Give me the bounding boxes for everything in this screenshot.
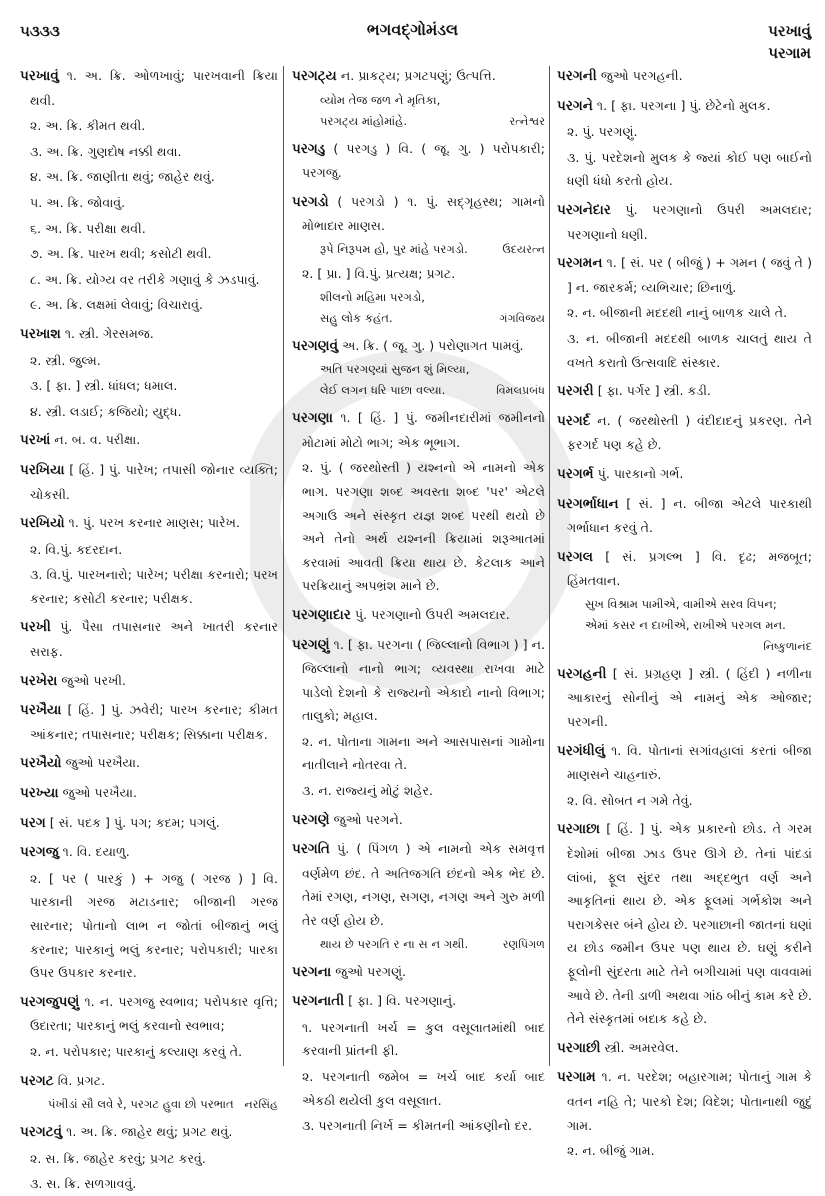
definition: [ સં. ] ન. બીજા એટલે પારકાથી ગર્ભાધાન કરવું તે. bbox=[567, 495, 812, 536]
sense-definition: ૯. અ. ક્રિ. લક્ષમાં લેવાવું; વિચારાવું. bbox=[30, 297, 203, 313]
headword: પરગહની bbox=[557, 665, 607, 682]
definition: ન. બ. વ. પરીક્ષા. bbox=[54, 432, 141, 448]
quote-line: અતિ પરગણ્યાં સુજન શું મિલ્યા, bbox=[320, 362, 470, 377]
dictionary-entry bbox=[292, 406, 545, 454]
sense-definition: ૬. અ. ક્રિ. પરીક્ષા થવી. bbox=[30, 220, 146, 236]
headword: પરગજુપણું bbox=[20, 993, 80, 1010]
definition: ન. પ્રાકટ્ય; પ્રગટપણું; ઉત્પત્તિ. bbox=[340, 68, 496, 83]
quote-author: રત્નેશ્વર bbox=[509, 114, 545, 128]
dictionary-entry bbox=[557, 379, 812, 404]
sense-definition: ૩. ન. બીજાની મદદથી બાળક ચાલતું થાય તે વખતે કરાતો ઉત્સવાદિ સંસ્કાર. bbox=[567, 330, 812, 370]
definition: ૧. [ હિં. ] પું. જમીનદારીમાં જમીનનો મોટામાં મોટો ભાગ; એક ભૂભાગ. bbox=[302, 410, 545, 450]
dictionary-entry bbox=[20, 698, 278, 746]
headword: પરખાવું bbox=[20, 68, 59, 84]
sense-definition: ૭. અ. ક્રિ. પારખ થવી; કસોટી થવી. bbox=[30, 246, 212, 262]
definition: ૧. અ. ક્રિ. જાહેર થવું; પ્રગટ થવું. bbox=[66, 1124, 233, 1140]
definition: [ સં. પ્રગ્રહણ ] સ્ત્રી. ( હિંદી ) નળીના આકારનું સોનીનું એ નામનું એક ઓજાર; પરગની. bbox=[567, 665, 812, 730]
definition: ૧. વિ. પોતાનાં સગાંવહાલાં કરતાં બીજા માણસને ચાહનારું. bbox=[567, 742, 812, 783]
dictionary-entry bbox=[557, 662, 812, 734]
sense-definition: ૩. વિ.પું. પારખનારો; પારેખ; પરીક્ષા કરનારો; પરખ કરનાર; કસોટી કરનાર; પરીક્ષક. bbox=[30, 567, 278, 606]
dictionary-entry bbox=[557, 1065, 812, 1137]
headword: પરગતિ bbox=[292, 841, 330, 858]
dictionary-entry bbox=[20, 1069, 278, 1094]
definition: જુઓ પરખી. bbox=[61, 672, 126, 688]
definition: ૧. અ. ક્રિ. ઓળખાવું; પારખવાની ક્રિયા થવી. bbox=[30, 68, 278, 108]
page-header bbox=[0, 12, 825, 62]
sense-definition: ૨. સ. ક્રિ. જાહેર કરવું; પ્રગટ કરવું. bbox=[30, 1150, 206, 1166]
citation-quote bbox=[292, 90, 545, 132]
headword: પરગજુ bbox=[20, 844, 59, 861]
headword: પરખ્યા bbox=[20, 785, 59, 802]
headword: પરગણું bbox=[292, 636, 330, 653]
guide-words bbox=[768, 20, 811, 64]
definition: જુઓ પરખૈયા. bbox=[62, 785, 137, 801]
headword: પરખિયો bbox=[20, 515, 65, 532]
definition: ૧. પું. પરખ કરનાર માણસ; પારેખ. bbox=[68, 515, 240, 531]
definition: [ હિં. ] પું. પારેખ; તપાસી જોનાર વ્યક્તિ; ચોકસી. bbox=[30, 461, 278, 502]
column-3 bbox=[557, 64, 812, 1163]
sense-definition: ૩. અ. ક્રિ. ગુણદોષ નક્કી થવા. bbox=[30, 143, 182, 159]
definition: [ ફા. પર્ગર ] સ્ત્રી. કડી. bbox=[597, 383, 711, 399]
quote-author: વિમલપ્રબંધ bbox=[496, 384, 545, 398]
dictionary-entry bbox=[20, 811, 278, 836]
dictionary-entry bbox=[292, 989, 545, 1014]
definition: ( પરગડુ ) વિ. ( જૂ. ગુ. ) પરોપકારી; પરગજુ. bbox=[302, 140, 545, 181]
quote-line: સહુ લોક કહંત. bbox=[320, 310, 393, 325]
definition: વિ. પ્રગટ. bbox=[57, 1072, 106, 1088]
definition: [ સં. પદક ] પું. પગ; કદમ; પગલું. bbox=[49, 814, 220, 830]
headword: પરગડુ bbox=[292, 140, 326, 157]
sense-definition: ૩. પું. પરદેશનો મુલક કે જ્યાં કોઈ પણ બાઈનો ધણી ધંધો કરતો હોય. bbox=[567, 149, 812, 189]
definition: [ સં. પ્રગલ્ભ ] વિ. દૃઢ; મજબૂત; હિંમતવાન. bbox=[567, 548, 812, 589]
headword: પરગામ bbox=[557, 1069, 596, 1086]
headword: પરગટ્ય bbox=[292, 68, 337, 84]
definition: ૧. [ સં. પર ( બીજું ) + ગમન ( જવું તે ) ] ન. જારકર્મ; વ્યભિચાર; છિનાળું. bbox=[567, 255, 812, 295]
headword: પરગને bbox=[557, 97, 593, 114]
dictionary-entry bbox=[20, 781, 278, 806]
headword: પરગ bbox=[20, 814, 46, 831]
definition: ન. ( જરથોસ્તી ) વંદીદાદનું પ્રકરણ. તેને ફરગર્દ પણ કહે છે. bbox=[567, 412, 812, 453]
sense-definition: ૫. અ. ક્રિ. જોવાવું. bbox=[30, 194, 126, 210]
quote-author: રણપિંગળ bbox=[502, 937, 545, 951]
headword: પરગનેદાર bbox=[557, 201, 611, 218]
definition: જુઓ પરગને. bbox=[333, 811, 403, 827]
sense-definition: ૮. અ. ક્રિ. યોગ્ય વર તરીકે ગણાવું કે ઝડપાવું. bbox=[30, 271, 260, 287]
column-1 bbox=[20, 64, 278, 1196]
quote-author: નિષ્કુળાનંદ bbox=[763, 639, 812, 653]
dictionary-entry bbox=[557, 198, 812, 246]
headword: પરગરી bbox=[557, 383, 594, 400]
definition: [ હિં. ] પું. એક પ્રકારનો છોડ. તે ગરમ દેશોમાં બીજા ઝાડ ઉપર ઊગે છે. તેનાં પાંદડાં લાંબાં, ફૂલ સુંદર તથા અદ્દભુત વર્ણ અને આકૃતિનાં થાય છે. એક ફૂલમાં ગર્ભકોશ અને પરાગકેસર બંને હોય છે. પરગાછાની જાતનાં ઘણાં ય છોડ જમીન ઉપર પણ થાય છે. ઘણું કરીને ફૂલોની સુંદરતા માટે તેને બગીચામાં પણ વાવવામાં આવે છે. તેની ડાળી અથવા ગાંઠ બીનું કામ કરે છે. તેને સંસ્કૃતમાં બદાક કહે છે. bbox=[567, 821, 812, 1027]
dictionary-entry bbox=[292, 64, 545, 89]
sense-definition: ૧. પરગનાતી ખર્ચ = કુલ વસૂલાતમાંથી બાદ કરવાની પ્રાંતની ફી. bbox=[302, 1019, 545, 1059]
dictionary-entry bbox=[557, 462, 812, 487]
sense-definition: ૨. [ પ્રા. ] વિ.પું. પ્રત્યક્ષ; પ્રગટ. bbox=[302, 265, 456, 281]
definition: પું. પરગણાનો ઉપરી અમલદાર; પરગણાનો ધણી. bbox=[567, 201, 812, 242]
quote-line: પંખીડાં સૌ લવે રે, પરગટ હુવા છો પરભાત bbox=[48, 1097, 234, 1112]
definition: જુઓ પરખૈયા. bbox=[65, 755, 140, 771]
quote-last-line bbox=[320, 111, 545, 132]
headword: પરખાશ bbox=[20, 325, 61, 342]
sense-definition: ૨. ન. પરોપકાર; પારકાનું કલ્યાણ કરવું તે. bbox=[30, 1043, 243, 1059]
definition: પું. ( પિંગળ ) એ નામનો એક સમવૃત્ત વર્ણમેળ છંદ. તે અતિજગતિ છંદનો એક ભેદ છે. તેમાં રગણ, નગણ, સગણ, નગણ અને ગુરુ મળી તેર વર્ણ હોય છે. bbox=[302, 841, 545, 929]
quote-author: ગંગવિજય bbox=[499, 311, 545, 325]
quote-author: ઉદયરત્ન bbox=[502, 242, 545, 256]
citation-quote bbox=[292, 239, 545, 260]
quote-line: વ્યોમ તેજ જળ ને મૃતિકા, bbox=[320, 92, 441, 107]
definition: ( પરગડો ) ૧. પું. સદ્‌ગૃહસ્થ; ગામનો મોભાદાર માણસ. bbox=[302, 193, 545, 234]
definition: પું. પૈસા તપાસનાર અને ખાતરી કરનાર સરાફ. bbox=[30, 619, 279, 660]
quote-line: પરગટ્ય માંહોમાંહે. bbox=[320, 113, 408, 128]
definition: [ હિં. ] પું. ઝવેરી; પારખ કરનાર; કીમત આંકનાર; તપાસનાર; પરીક્ષક; સિક્કાના પરીક્ષક. bbox=[30, 702, 278, 742]
dictionary-entry bbox=[20, 990, 278, 1038]
dictionary-entry bbox=[557, 409, 812, 457]
definition: [ ફા. ] વિ. પરગણાનું. bbox=[348, 993, 457, 1009]
definition: જુઓ પરગણું. bbox=[335, 963, 407, 979]
sense-definition: ૨. ન. બીજું ગામ. bbox=[567, 1143, 655, 1159]
headword: પરગણવું bbox=[292, 337, 339, 354]
quote-last-line bbox=[320, 934, 545, 955]
dictionary-entry bbox=[20, 615, 278, 663]
dictionary-title: ભગવદ્ગોમંડલ bbox=[366, 20, 459, 39]
headword: પરગટ bbox=[20, 1072, 54, 1089]
dictionary-entry bbox=[557, 492, 812, 540]
dictionary-entry bbox=[20, 428, 278, 453]
definition: ૧. ન. પરદેશ; બહારગામ; પોતાનું ગામ કે વતન નહિ તે; પારકો દેશ; વિદેશ; પોતાનાથી જુદું ગામ. bbox=[567, 1069, 812, 1133]
headword: પરગના bbox=[292, 963, 332, 980]
dictionary-entry bbox=[557, 739, 812, 787]
dictionary-entry bbox=[292, 808, 545, 833]
headword: પરખૈયા bbox=[20, 702, 62, 719]
sense-definition: ૨. પરગનાતી જમેબ = ખર્ચ બાદ કર્યા બાદ એકઠી થયેલી કુલ વસૂલાત. bbox=[302, 1069, 545, 1108]
sense-definition: ૨. વિ. સોબત ન ગમે તેવું. bbox=[567, 792, 693, 808]
headword: પરગર્ભ bbox=[557, 465, 594, 482]
headword: પરખાં bbox=[20, 432, 51, 449]
dictionary-entry bbox=[292, 633, 545, 728]
sense-definition: ૩. ન. રાજ્યનું મોટું શહેર. bbox=[302, 783, 434, 799]
headword: પરગર્દ bbox=[557, 412, 591, 429]
citation-quote bbox=[292, 287, 545, 329]
dictionary-entry bbox=[20, 458, 278, 506]
definition: ૧. [ ફા. પરગના ( જિલ્લાનો વિભાગ ) ] ન. જિલ્લાનો નાનો ભાગ; વ્યવસ્થા રાખવા માટે પાડેલો દેશનો કે રાજ્યનો એકાદો નાનો વિભાગ; તાલુકો; મહાલ. bbox=[302, 636, 545, 724]
column-divider bbox=[283, 66, 284, 1066]
dictionary-entry bbox=[20, 64, 278, 112]
dictionary-entry bbox=[292, 137, 545, 185]
definition: સ્ત્રી. અમરવેલ. bbox=[604, 1039, 679, 1055]
sense-definition: ૩. પરગનાતી નિર્ખ = કીમતની આંકણીનો દર. bbox=[302, 1118, 533, 1134]
definition: પું. પારકાનો ગર્ભ. bbox=[597, 465, 684, 481]
quote-last-line bbox=[585, 615, 812, 657]
definition: ૧. વિ. દયાળુ. bbox=[62, 844, 130, 860]
sense-definition: ૨. પું. પરગણું. bbox=[567, 124, 638, 140]
quote-author: નરસિંહ bbox=[244, 1098, 278, 1112]
quote-line: થાય છે પરગતિ ર ના સ ન ગથી. bbox=[320, 936, 469, 951]
citation-quote bbox=[292, 359, 545, 401]
headword: પરગણાદાર bbox=[292, 606, 351, 623]
dictionary-entry bbox=[292, 960, 545, 985]
dictionary-entry bbox=[20, 1120, 278, 1145]
dictionary-entry bbox=[292, 334, 545, 359]
dictionary-entry bbox=[20, 322, 278, 347]
dictionary-entry bbox=[20, 511, 278, 536]
headword: પરગડો bbox=[292, 193, 329, 210]
citation-quote bbox=[557, 594, 812, 657]
dictionary-entry bbox=[20, 840, 278, 865]
headword: પરગર્ભાધાન bbox=[557, 495, 619, 512]
dictionary-entry bbox=[292, 603, 545, 628]
headword: પરગટવું bbox=[20, 1124, 63, 1141]
column-divider bbox=[549, 66, 550, 1066]
citation-quote bbox=[20, 1094, 278, 1115]
headword: પરખૈયો bbox=[20, 755, 62, 772]
sense-definition: ૨. ન. બીજાની મદદથી નાનું બાળક ચાલે તે. bbox=[567, 305, 788, 321]
definition: ૧. સ્ત્રી. ગેરસમજ. bbox=[64, 325, 154, 341]
definition: ૧. ન. પરગજુ સ્વભાવ; પરોપકાર વૃત્તિ; ઉદારતા; પારકાનું ભલું કરવાનો સ્વભાવ; bbox=[30, 993, 278, 1034]
page-number: ૫૩૩૩ bbox=[20, 22, 60, 40]
dictionary-entry bbox=[557, 817, 812, 1030]
quote-line: લેઈ લગન ધરિ પાછા વલ્યા. bbox=[320, 383, 446, 398]
sense-definition: ૨. પું. ( જરથોસ્તી ) યશ્નનો એ નામનો એક ભાગ. પરગણા શબ્દ અવસ્તા શબ્દ 'પર' એટલે અગાઉ અને સંસ્કૃત યજ્ઞ શબ્દ પરથી થયો છે અને તેનો અર્થ યશ્નની ક્રિયામાં શરૂઆતમાં કરવામાં આવતી ક્રિયા થાય છે. કેટલાક આને પરક્રિયાનું અપભ્રંશ માને છે. bbox=[302, 460, 545, 594]
sense-definition: ૨. સ્ત્રી. જુલ્મ. bbox=[30, 352, 101, 368]
headword: પરગંધીલું bbox=[557, 742, 606, 759]
definition: અ. ક્રિ. ( જૂ. ગુ. ) પરોણાગત પામવું. bbox=[342, 337, 524, 353]
sense-definition: ૨. અ. ક્રિ. કીમત થવી. bbox=[30, 118, 146, 134]
headword: પરગાછા bbox=[557, 821, 600, 838]
sense-definition: ૩. [ ફા. ] સ્ત્રી. ધાંધલ; ધમાલ. bbox=[30, 378, 178, 394]
dictionary-entry bbox=[557, 94, 812, 119]
quote-last-line bbox=[320, 380, 545, 401]
quote-line: રૂપે નિરૂપમ હો, પુર માંહે પરગડો. bbox=[320, 241, 468, 256]
dictionary-entry bbox=[557, 64, 812, 89]
headword: પરગલ bbox=[557, 548, 594, 565]
headword: પરગણે bbox=[292, 811, 330, 828]
guide-word-last: પરગામ bbox=[768, 44, 811, 62]
dictionary-entry bbox=[292, 837, 545, 932]
dictionary-entry bbox=[20, 669, 278, 694]
dictionary-entry bbox=[557, 251, 812, 299]
quote-last-line bbox=[48, 1094, 278, 1115]
definition: ૧. [ ફા. પરગના ] પું. છેટેનો મુલક. bbox=[596, 97, 771, 113]
headword: પરગાછી bbox=[557, 1039, 601, 1056]
headword: પરખિયા bbox=[20, 461, 65, 478]
dictionary-entry bbox=[20, 751, 278, 776]
definition: જુઓ પરગહની. bbox=[600, 68, 683, 83]
quote-last-line bbox=[320, 239, 545, 260]
sense-definition: ૨. [ પર ( પારકું ) + ગજુ ( ગરજ ) ] વિ. પારકાની ગરજ મટાડનાર; બીજાની ગરજ સારનાર; પોતાનો લાભ ન જોતાં બીજાનું ભલું કરનાર; પારકાનું ભલું કરનાર; પરોપકારી; પારકા ઉપર ઉપકાર કરનાર. bbox=[30, 870, 278, 981]
sense-definition: ૩. સ. ક્રિ. સળગાવવું. bbox=[30, 1176, 137, 1192]
quote-line: શીલનો મહિમા પરગડો, bbox=[320, 289, 425, 304]
dictionary-entry bbox=[557, 1036, 812, 1061]
headword: પરખેરા bbox=[20, 672, 58, 689]
sense-definition: ૨. વિ.પું. કદરદાન. bbox=[30, 541, 123, 557]
definition: પું. પરગણાનો ઉપરી અમલદાર. bbox=[354, 606, 510, 622]
sense-definition: ૪. સ્ત્રી. લડાઈ; કજિયો; યુદ્ધ. bbox=[30, 403, 182, 419]
quote-last-line bbox=[320, 308, 545, 329]
citation-quote bbox=[292, 934, 545, 955]
headword: પરગનાતી bbox=[292, 993, 345, 1010]
sense-definition: ૨. ન. પોતાના ગામના અને આસપાસનાં ગામોના નાતીલાને નોતરવા તે. bbox=[302, 733, 545, 773]
headword: પરગણા bbox=[292, 410, 333, 427]
headword: પરગમન bbox=[557, 255, 603, 272]
column-2 bbox=[292, 64, 545, 1138]
headword: પરગની bbox=[557, 68, 597, 84]
dictionary-entry bbox=[557, 545, 812, 593]
guide-word-first: પરખાવું bbox=[768, 22, 811, 40]
quote-line: એમાં કસર ન દાખીએ, રાખીએ પરગલ મન. bbox=[585, 617, 786, 632]
sense-definition: ૪. અ. ક્રિ. જાણીતા થવું; જાહેર થવું. bbox=[30, 169, 215, 185]
quote-line: સુખ વિશ્રામ પામીએ, વામીએ સરવ વિપન; bbox=[585, 596, 777, 611]
dictionary-entry bbox=[292, 190, 545, 238]
headword: પરખી bbox=[20, 619, 51, 636]
